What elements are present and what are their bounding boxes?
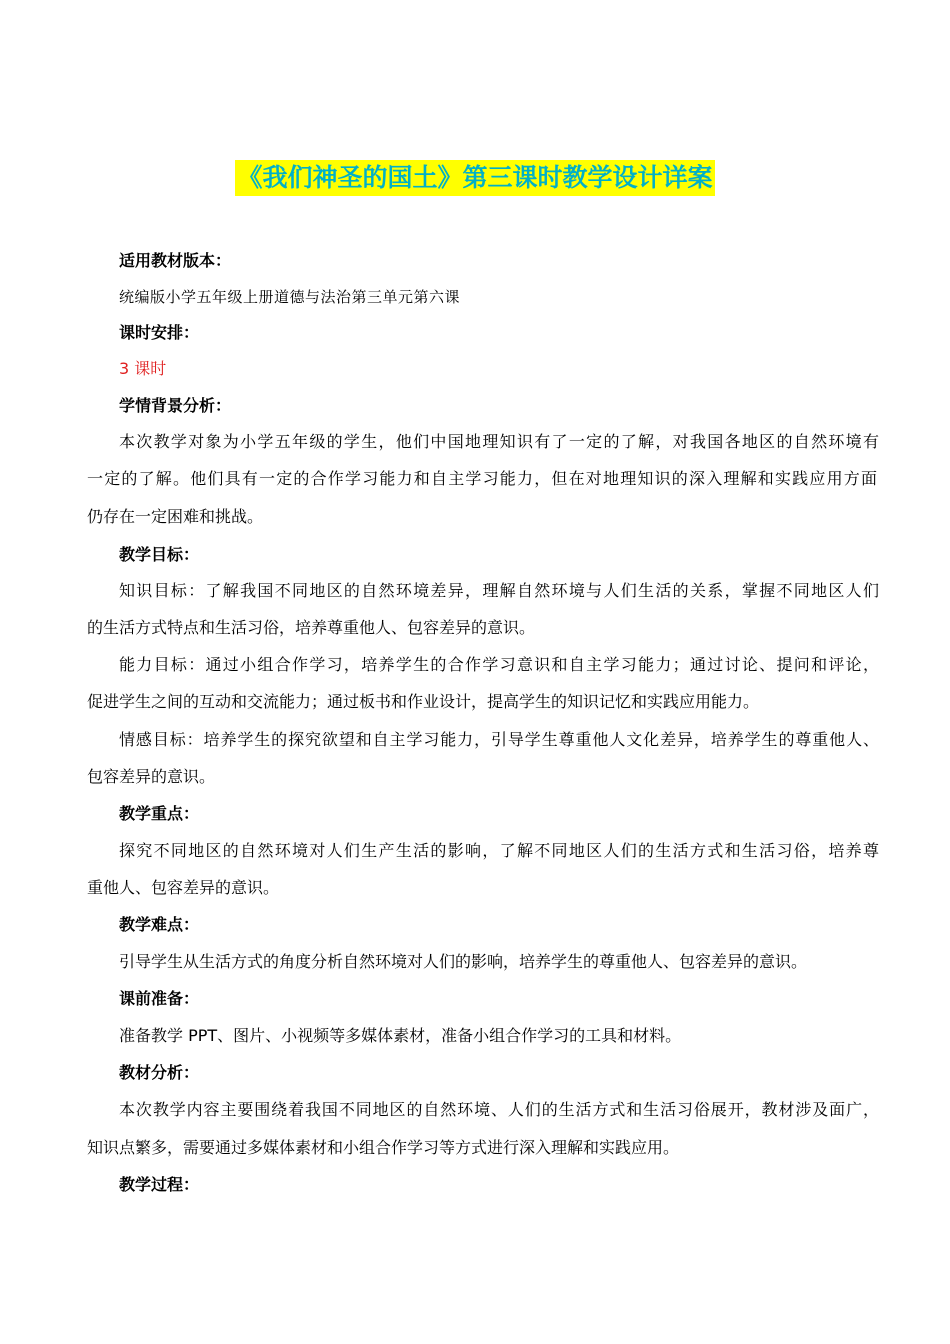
objectives-emotion-line-1: 情感目标：培养学生的探究欲望和自主学习能力，引导学生尊重他人文化差异，培养学生的尊重他人、 — [119, 730, 879, 749]
difficulties-content: 引导学生从生活方式的角度分析自然环境对人们的影响，培养学生的尊重他人、包容差异的意识。 — [119, 952, 808, 971]
analysis-line-1: 本次教学内容主要围绕着我国不同地区的自然环境、人们的生活方式和生活习俗展开，教材涉及面广， — [119, 1100, 879, 1119]
objectives-knowledge-line-1: 知识目标：了解我国不同地区的自然环境差异，理解自然环境与人们生活的关系，掌握不同地区人们 — [119, 581, 879, 600]
key-points-line-2: 重他人、包容差异的意识。 — [87, 878, 280, 897]
background-line-1: 本次教学对象为小学五年级的学生，他们中国地理知识有了一定的了解，对我国各地区的自然环境有 — [119, 432, 879, 451]
key-points-heading: 教学重点： — [119, 804, 200, 823]
schedule-content: 3 课时 — [119, 359, 167, 378]
background-line-2: 一定的了解。他们具有一定的合作学习能力和自主学习能力，但在对地理知识的深入理解和实践应用方面 — [87, 469, 877, 488]
analysis-heading: 教材分析： — [119, 1063, 200, 1082]
objectives-ability-line-1: 能力目标：通过小组合作学习，培养学生的合作学习意识和自主学习能力；通过讨论、提问和评论， — [119, 655, 879, 674]
difficulties-heading: 教学难点： — [119, 915, 200, 934]
preparation-heading: 课前准备： — [119, 989, 200, 1008]
background-heading: 学情背景分析： — [119, 396, 232, 415]
process-heading: 教学过程： — [119, 1175, 200, 1194]
schedule-heading: 课时安排： — [119, 323, 200, 342]
key-points-line-1: 探究不同地区的自然环境对人们生产生活的影响，了解不同地区人们的生活方式和生活习俗，培养尊 — [119, 841, 879, 860]
analysis-line-2: 知识点繁多，需要通过多媒体素材和小组合作学习等方式进行深入理解和实践应用。 — [87, 1138, 680, 1157]
background-line-3: 仍存在一定困难和挑战。 — [87, 507, 264, 526]
preparation-content: 准备教学 PPT、图片、小视频等多媒体素材，准备小组合作学习的工具和材料。 — [119, 1026, 682, 1045]
objectives-knowledge-line-2: 的生活方式特点和生活习俗，培养尊重他人、包容差异的意识。 — [87, 618, 536, 637]
textbook-content: 统编版小学五年级上册道德与法治第三单元第六课 — [119, 288, 461, 306]
objectives-emotion-line-2: 包容差异的意识。 — [87, 767, 216, 786]
document-title: 《我们神圣的国土》第三课时教学设计详案 — [235, 160, 714, 196]
title-container — [0, 160, 950, 196]
objectives-heading: 教学目标： — [119, 545, 200, 564]
objectives-ability-line-2: 促进学生之间的互动和交流能力；通过板书和作业设计，提高学生的知识记忆和实践应用能力。 — [87, 692, 760, 711]
textbook-heading: 适用教材版本： — [119, 251, 232, 270]
